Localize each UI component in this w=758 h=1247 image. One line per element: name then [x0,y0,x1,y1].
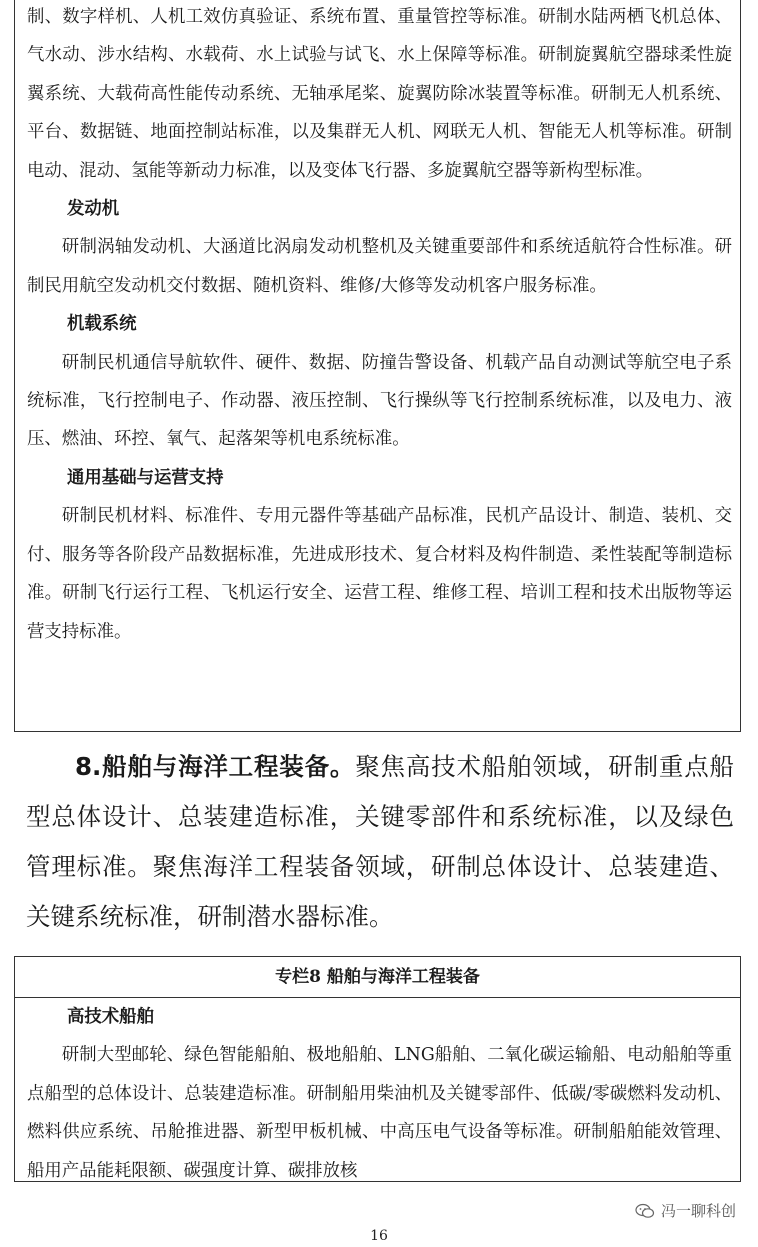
aviation-column-box [14,0,741,732]
watermark [635,1200,736,1221]
section-heading-general-support: 通用基础与运营支持 [67,467,224,488]
watermark-text: 冯一聊科创 [660,1202,736,1220]
section-heading-engine: 发动机 [67,199,120,220]
section-text-engine: 研制涡轴发动机、大涵道比涡扇发动机整机及关键重要部件和系统适航符合性标准。研制民用航空发动机交付数据、随机资料、维修/大修等发动机客户服务标准。 [27,237,732,296]
section-text-general-support: 研制民机材料、标准件、专用元器件等基础产品标准，民机产品设计、制造、装机、交付、服务等各阶段产品数据标准，先进成形技术、复合材料及构件制造、柔性装配等制造标准。研制飞行运行工程、飞机运行安全、运营工程、维修工程、培训工程和技术出版物等运营支持标准。 [27,506,732,642]
section-text-airborne-systems: 研制民机通信导航软件、硬件、数据、防撞告警设备、机载产品自动测试等航空电子系统标准，飞行控制电子、作动器、液压控制、飞行操纵等飞行控制系统标准，以及电力、液压、燃油、环控、氧气、起落架等机电系统标准。 [27,352,732,450]
section-text-high-tech-ships: 研制大型邮轮、绿色智能船舶、极地船舶、LNG船舶、二氧化碳运输船、电动船舶等重点船型的总体设计、总装建造标准。研制船用柴油机及关键零部件、低碳/零碳燃料发动机、燃料供应系统、吊舱推进器、新型甲板机械、中高压电气设备等标准。研制船舶能效管理、船用产品能耗限额、碳强度计算、碳排放核 [27,1045,732,1181]
main-section-text: 聚焦高技术船舶领域，研制重点船型总体设计、总装建造标准，关键零部件和系统标准，以及绿色管理标准。聚焦海洋工程装备领域，研制总体设计、总装建造、关键系统标准，研制潜水器标准。 [26,752,734,931]
page-number: 16 [370,1228,388,1244]
main-section-paragraph [26,742,734,942]
intro-paragraph: 制、数字样机、人机工效仿真验证、系统布置、重量管控等标准。研制水陆两栖飞机总体、气水动、涉水结构、水载荷、水上试验与试飞、水上保障等标准。研制旋翼航空器球柔性旋翼系统、大载荷高性能传动系统、无轴承尾桨、旋翼防除冰装置等标准。研制无人机系统、平台、数据链、地面控制站标准，以及集群无人机、网联无人机、智能无人机等标准。研制电动、混动、氢能等新动力标准，以及变体飞行器、多旋翼航空器等新构型标准。 [27,7,732,181]
shipbuilding-column-box [14,956,741,1182]
main-section-lead: 8.船舶与海洋工程装备。 [75,752,356,781]
wechat-icon [635,1203,655,1219]
column-title: 专栏8 船舶与海洋工程装备 [15,957,740,998]
section-heading-airborne-systems: 机载系统 [67,314,137,335]
section-heading-high-tech-ships: 高技术船舶 [67,1007,154,1027]
